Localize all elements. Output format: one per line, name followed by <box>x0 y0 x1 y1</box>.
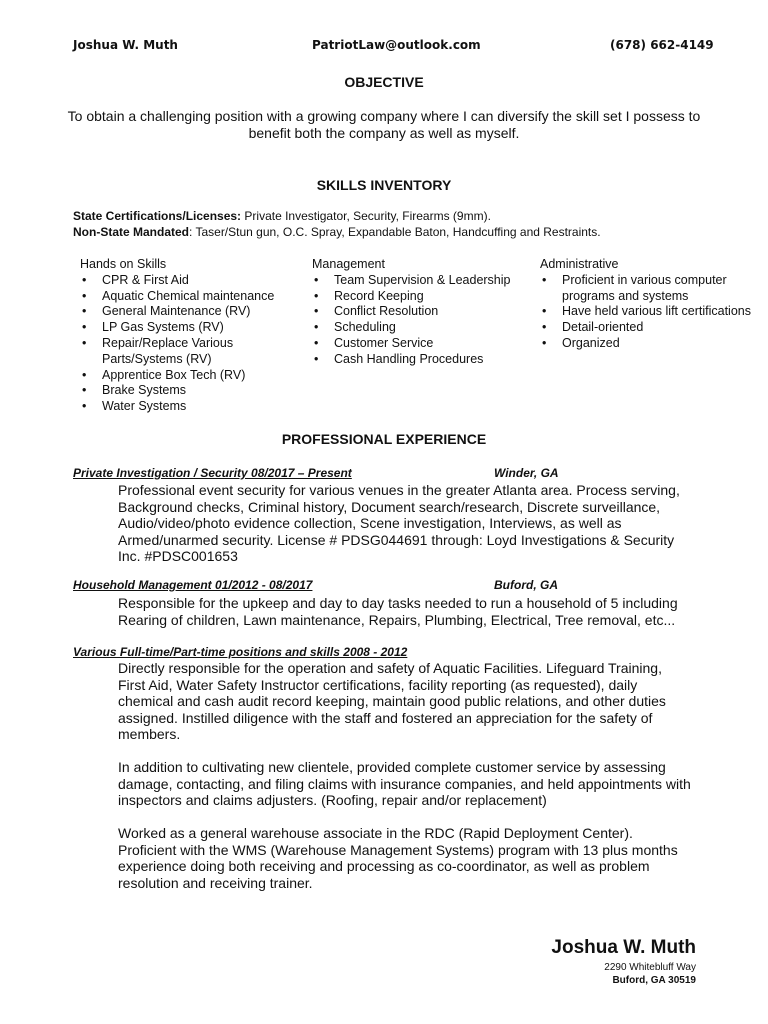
list-item: • Aquatic Chemical maintenance <box>80 289 305 305</box>
list-item: • Brake Systems <box>80 383 305 399</box>
state-certifications-label: State Certifications/Licenses: <box>73 209 242 223</box>
skills-column-administrative <box>540 257 755 352</box>
job-paragraph: Responsible for the upkeep and day to day tasks needed to run a household of 5 including Rearing of children, Lawn maintenance, Repairs, Plumbing, Electrical, Tree removal, etc... <box>118 595 678 628</box>
header-phone: (678) 662-4149 <box>610 38 714 52</box>
list-item: • Proficient in various computer programs and systems <box>540 273 755 305</box>
list-item: • Cash Handling Procedures <box>312 352 542 368</box>
skills-column-management <box>312 257 542 368</box>
list-item: • LP Gas Systems (RV) <box>80 320 305 336</box>
job-title: Various Full-time/Part-time positions and skills 2008 - 2012 <box>73 645 408 659</box>
signature-street: 2290 Whitebluff Way <box>604 962 696 973</box>
job-location: Winder, GA <box>494 466 559 480</box>
list-item: • Have held various lift certifications <box>540 304 755 320</box>
list-item: • Team Supervision & Leadership <box>312 273 542 289</box>
list-item: • Detail-oriented <box>540 320 755 336</box>
list-item: • Water Systems <box>80 399 305 415</box>
list-item: • CPR & First Aid <box>80 273 305 289</box>
list-item: • Apprentice Box Tech (RV) <box>80 368 305 384</box>
list-item: • Record Keeping <box>312 289 542 305</box>
column-heading: Management <box>312 257 385 271</box>
header-email[interactable]: PatriotLaw@outlook.com <box>312 38 481 52</box>
job-location: Buford, GA <box>494 578 558 592</box>
skills-heading: SKILLS INVENTORY <box>316 177 452 193</box>
job-description <box>118 482 683 565</box>
signature-city: Buford, GA 30519 <box>612 975 696 986</box>
job-title: Private Investigation / Security 08/2017 – Present <box>73 466 352 480</box>
column-heading: Administrative <box>540 257 619 271</box>
list-item: • Customer Service <box>312 336 542 352</box>
job-description <box>118 660 693 891</box>
list-item: • Scheduling <box>312 320 542 336</box>
skills-column-hands-on <box>80 257 305 415</box>
experience-heading: PROFESSIONAL EXPERIENCE <box>281 431 487 447</box>
list-item: • General Maintenance (RV) <box>80 304 305 320</box>
state-certifications <box>73 208 491 224</box>
non-state-label: Non-State Mandated <box>73 225 190 239</box>
job-paragraph: Directly responsible for the operation and safety of Aquatic Facilities. Lifeguard Training, First Aid, Water Safety Instructor certifications, facility reporting (as requested), daily chemical and cash audit record keeping, maintain good public relations, and other duties assigned. Instilled diligence with the staff and fostered an appreciation for the safety of members. <box>118 660 666 742</box>
job-paragraph: Worked as a general warehouse associate in the RDC (Rapid Deployment Center). Proficient with the WMS (Warehouse Management Systems) program with 13 plus months experience doing both receiving and processing as co-coordinator, as well as problem resolution and receiving trainer. <box>118 825 678 891</box>
non-state-mandated <box>73 224 601 240</box>
objective-heading: OBJECTIVE <box>344 74 424 90</box>
column-heading: Hands on Skills <box>80 257 167 271</box>
job-paragraph: In addition to cultivating new clientele, provided complete customer service by assessing damage, contacting, and filing claims with insurance companies, and held appointments with inspectors and claims adjusters. (Roofing, repair and/or replacement) <box>118 759 691 808</box>
non-state-value: : Taser/Stun gun, O.C. Spray, Expandable Baton, Handcuffing and Restraints. <box>189 225 601 239</box>
list-item: • Organized <box>540 336 755 352</box>
signature-name: Joshua W. Muth <box>551 937 696 958</box>
job-title: Household Management 01/2012 - 08/2017 <box>73 578 313 592</box>
state-certifications-value: Private Investigator, Security, Firearms (9mm). <box>241 209 491 223</box>
header-name: Joshua W. Muth <box>73 38 178 52</box>
list-item: • Conflict Resolution <box>312 304 542 320</box>
job-paragraph: Professional event security for various venues in the greater Atlanta area. Process serving, Background checks, Criminal history, Document search/research, Discrete surveillance, Audio/video/photo evidence collection, Scene investigation, Interviews, as well as Armed/unarmed security. License # PDSG044691 through: Loyd Investigations & Security Inc. #PDSC001653 <box>118 482 680 564</box>
list-item: • Repair/Replace Various Parts/Systems (RV) <box>80 336 272 368</box>
job-description <box>118 595 683 628</box>
objective-text: To obtain a challenging position with a growing company where I can diversify the skill set I possess to benefit both the company as well as myself. <box>67 108 701 141</box>
